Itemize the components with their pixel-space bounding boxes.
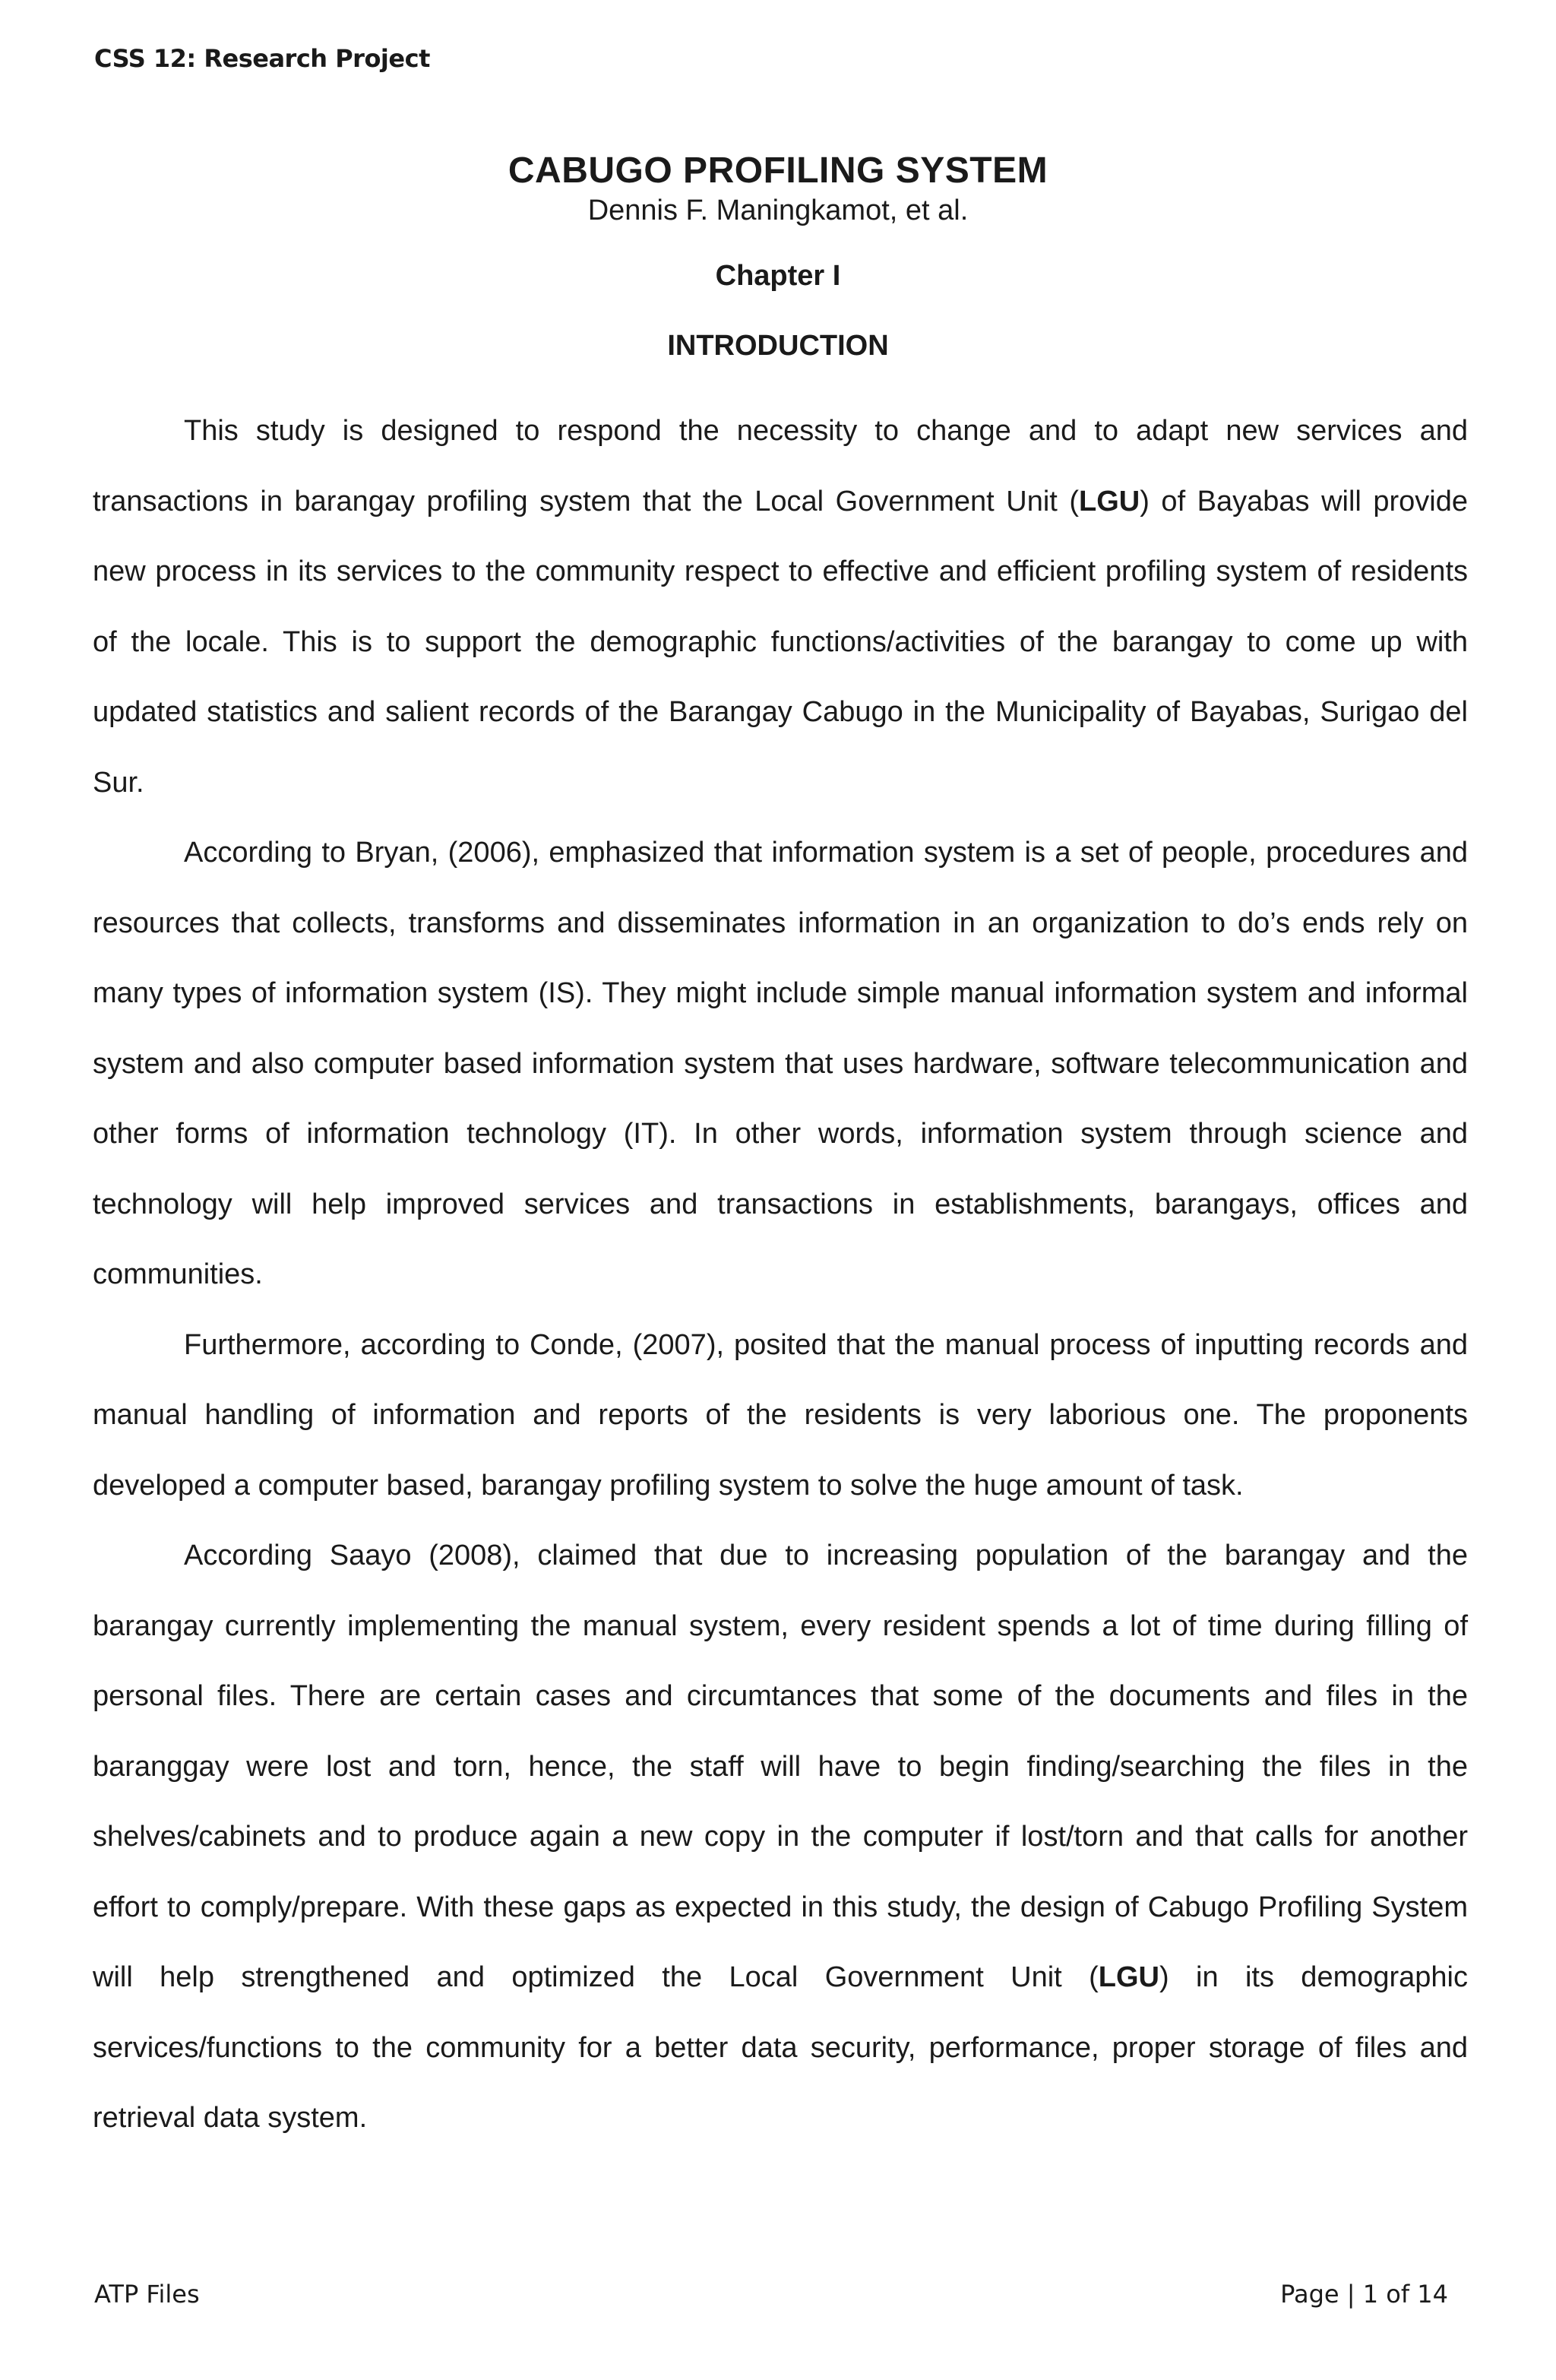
paragraph-2: According to Bryan, (2006), emphasized that information system is a set of people, procedures and resources that collects, transforms and disseminates information in an organization to do’s ends rely on many types of information system (IS). They might include simple manual information system and informal system and also computer based information system that uses hardware, software telecommunication and other forms of information technology (IT). In other words, information system through science and technology will help improved services and transactions in establishments, barangays, offices and communities. [93, 837, 1468, 1290]
paragraph-1-lgu: LGU [1079, 485, 1140, 517]
document-author: Dennis F. Maningkamot, et al. [587, 195, 969, 226]
paragraph-4 [93, 1521, 1468, 2154]
footer-left: ATP Files [94, 2280, 200, 2309]
title-block [0, 149, 1556, 228]
section-heading: INTRODUCTION [667, 330, 889, 362]
paragraph-1-text-c: ) of Bayabas will provide new process in its services to the community respect to effective and efficient profiling system of residents of the locale. This is to support the demographic functions/activities of the barangay to come up with updated statistics and salient records of the Barangay Cabugo in the Municipality of Bayabas, Surigao del Sur. [93, 485, 1469, 799]
paragraph-4-lgu: LGU [1098, 1961, 1159, 1993]
paragraph-3: Furthermore, according to Conde, (2007), posited that the manual process of inputting records and manual handling of information and reports of the residents is very laborious one. The proponents developed a computer based, barangay profiling system to solve the huge amount of task. [93, 1328, 1468, 1502]
paragraph-4-text-a: According Saayo (2008), claimed that due to increasing population of the barangay and the barangay currently implementing the manual system, every resident spends a lot of time during filling of personal files. There are certain cases and circumtances that some of the documents and files in the baranggay were lost and torn, hence, the staff will have to begin finding/searching the files in the shelves/cabinets and to produce again a new copy in the computer if lost/torn and that calls for another effort to comply/prepare. With these gaps as expected in this study, the design of Cabugo Profiling System will help strengthened and optimized the Local Government Unit ( [93, 1540, 1468, 1993]
page-number: Page | 1 of 14 [1280, 2280, 1448, 2309]
body-text [93, 396, 1468, 2154]
document-title: CABUGO PROFILING SYSTEM [508, 150, 1048, 191]
paragraph-1-text-a: This study is designed to respond the necessity to change and to adapt new services and transactions in barangay profiling system that the Local Government Unit ( [93, 415, 1468, 517]
paragraph-1 [93, 396, 1468, 818]
chapter-heading: Chapter I [715, 260, 841, 292]
running-header: CSS 12: Research Project [94, 44, 430, 73]
paragraph-4-text-c: ) in its demographic services/functions to the community for a better data security, performance, proper storage of files and retrieval data system. [93, 1961, 1468, 2134]
